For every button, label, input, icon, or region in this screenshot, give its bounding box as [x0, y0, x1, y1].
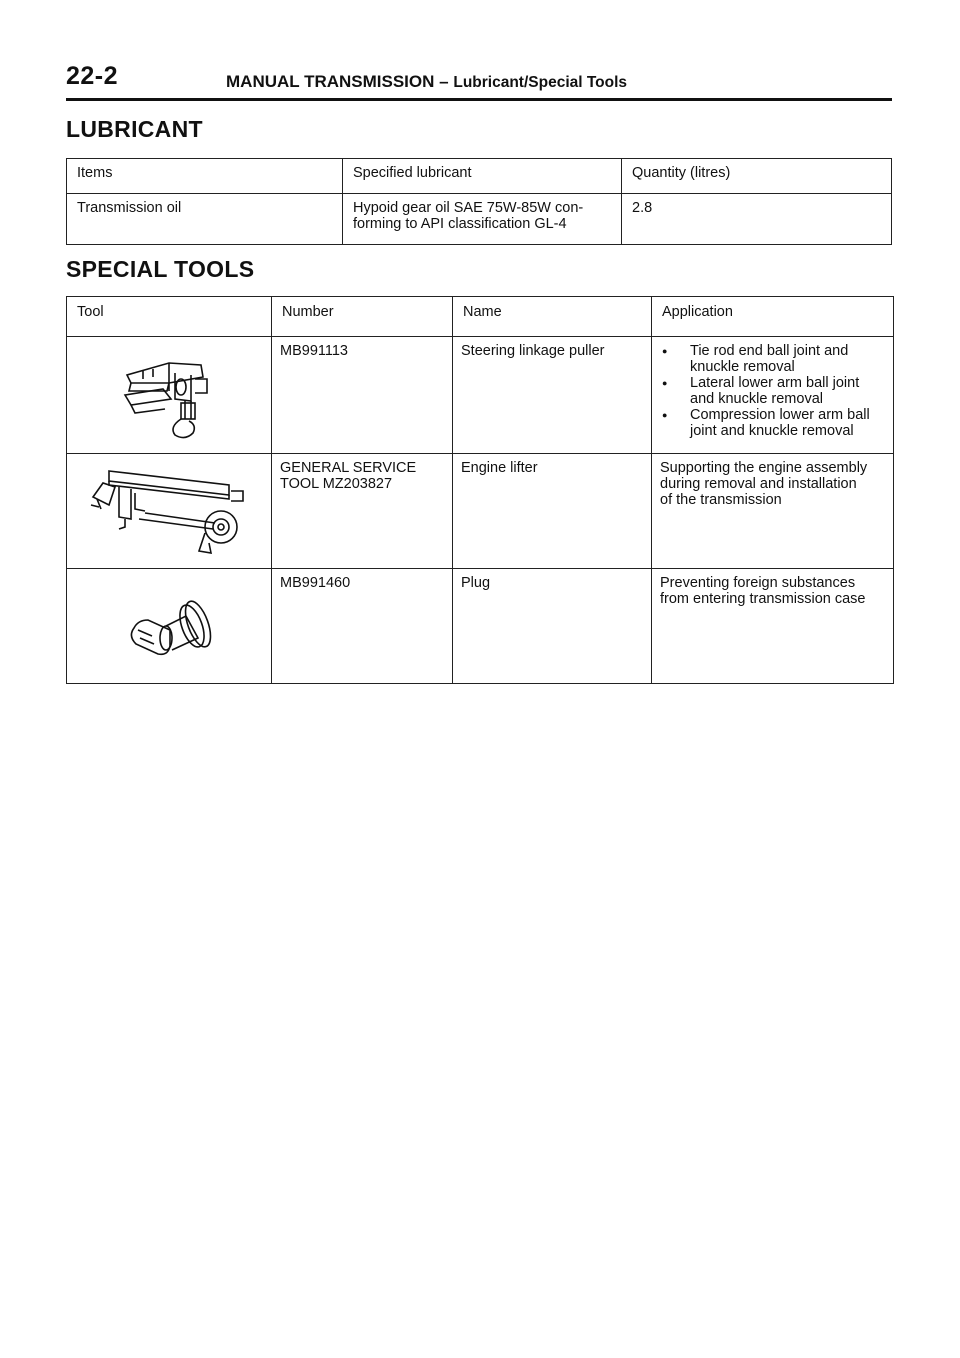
- tool-number: MB991113: [272, 337, 453, 454]
- lubricant-table: [66, 158, 892, 245]
- tool-name: Engine lifter: [453, 454, 652, 569]
- tool-application: Preventing foreign substances from entering transmission case: [652, 569, 894, 684]
- tool-name: Steering linkage puller: [453, 337, 652, 454]
- lubricant-header-row: [67, 159, 892, 194]
- tool-name: Plug: [453, 569, 652, 684]
- col-specified-lubricant: Specified lubricant: [343, 159, 622, 194]
- page-number: 22-2: [66, 62, 119, 90]
- header-title-main: MANUAL TRANSMISSION: [226, 72, 435, 91]
- table-row: [67, 454, 894, 569]
- tool-number: MB991460: [272, 569, 453, 684]
- tool-image-cell: [67, 337, 272, 454]
- table-row: [67, 337, 894, 454]
- tool-application: Supporting the engine assembly during removal and installation of the transmission: [652, 454, 894, 569]
- col-items: Items: [67, 159, 343, 194]
- header-title: [226, 72, 627, 92]
- special-tools-table: [66, 296, 894, 684]
- tool-application: [652, 337, 894, 454]
- tool-image-cell: [67, 454, 272, 569]
- col-number: Number: [272, 297, 453, 337]
- tools-header-row: [67, 297, 894, 337]
- header-dash: –: [439, 72, 449, 91]
- col-application: Application: [652, 297, 894, 337]
- lubricant-item: Transmission oil: [67, 194, 343, 245]
- header-rule: [66, 98, 892, 101]
- steering-linkage-puller-icon: [109, 343, 229, 443]
- lubricant-heading: LUBRICANT: [66, 116, 203, 142]
- col-quantity: Quantity (litres): [622, 159, 892, 194]
- engine-lifter-icon: [79, 457, 259, 561]
- header-subtitle: Lubricant/Special Tools: [453, 74, 628, 91]
- tool-image-cell: [67, 569, 272, 684]
- application-list: [660, 343, 885, 439]
- table-row: [67, 569, 894, 684]
- tool-number: GENERAL SERVICE TOOL MZ203827: [272, 454, 453, 569]
- list-item: ● Lateral lower arm ball joint and knuckle removal: [660, 375, 885, 407]
- list-item: ● Compression lower arm ball joint and knuckle removal: [660, 407, 885, 439]
- lubricant-quantity: 2.8: [622, 194, 892, 245]
- table-row: [67, 194, 892, 245]
- list-item: ● Tie rod end ball joint and knuckle removal: [660, 343, 885, 375]
- lubricant-spec: Hypoid gear oil SAE 75W-85W con- forming to API classification GL-4: [343, 194, 622, 245]
- col-name: Name: [453, 297, 652, 337]
- plug-icon: [114, 584, 224, 664]
- page-header: [66, 62, 892, 96]
- special-tools-heading: SPECIAL TOOLS: [66, 256, 255, 282]
- col-tool: Tool: [67, 297, 272, 337]
